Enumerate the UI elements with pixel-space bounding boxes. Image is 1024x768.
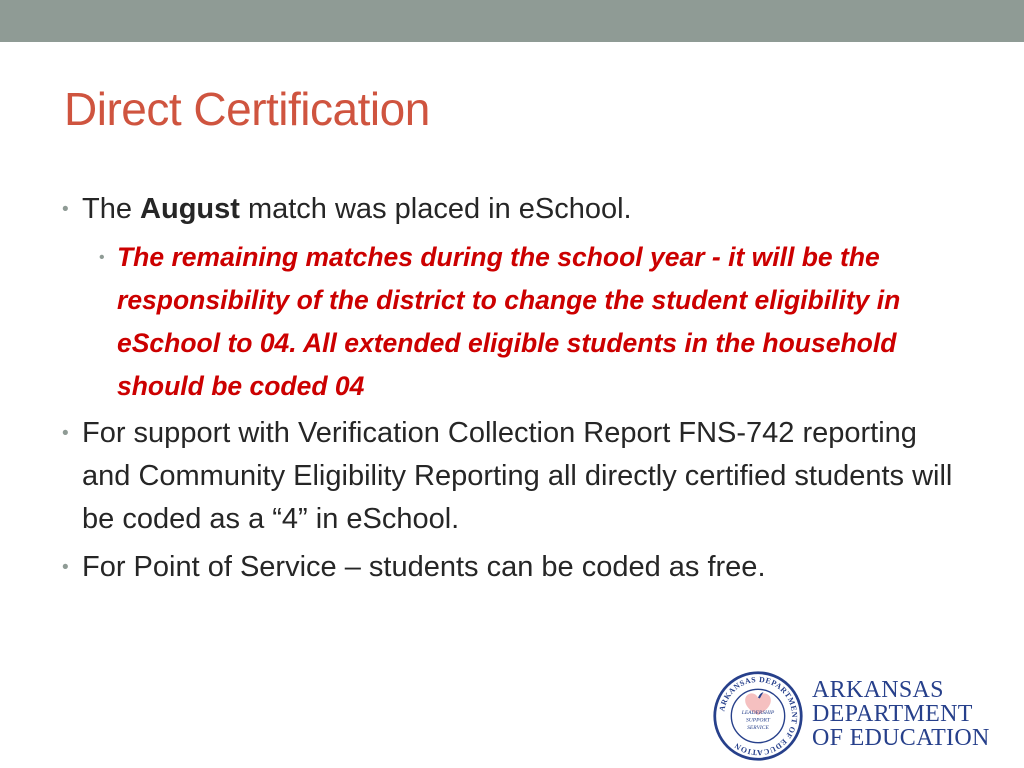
svg-text:ARKANSAS DEPARTMENT OF EDUCATI: ARKANSAS DEPARTMENT OF EDUCATION <box>717 674 800 758</box>
sub-bullet-marker: • <box>99 249 105 266</box>
svg-text:SUPPORT: SUPPORT <box>746 717 770 724</box>
slide-content <box>62 188 972 594</box>
bullet-text-lead: The <box>82 193 141 225</box>
wordmark-line-arkansas: ARKANSAS <box>812 677 944 703</box>
bullet-text: For support with Verification Collection Report FNS-742 reporting and Community Eligibility Reporting all directly certified students will be coded as a “4” in eSchool. <box>82 417 953 535</box>
wordmark-line-of-education: OF EDUCATION <box>812 725 990 751</box>
sub-bullet-item-remaining-matches <box>99 236 967 408</box>
top-accent-band <box>0 0 1024 42</box>
wordmark-line-department: DEPARTMENT <box>812 701 973 727</box>
logo-wordmark <box>812 678 990 750</box>
bullet-item-august <box>62 188 972 231</box>
bullet-item-verification-reporting <box>62 412 972 541</box>
svg-text:LEADERSHIP: LEADERSHIP <box>741 710 775 717</box>
bullet-marker: • <box>62 199 69 220</box>
bullet-text: For Point of Service – students can be coded as free. <box>82 551 766 583</box>
bullet-text-tail: match was placed in eSchool. <box>239 193 632 225</box>
slide-title: Direct Certification <box>64 83 430 135</box>
department-seal-icon <box>712 670 804 762</box>
bullet-marker: • <box>62 557 69 578</box>
bullet-text-bold-august: August <box>140 193 240 225</box>
bullet-item-point-of-service <box>62 546 972 589</box>
sub-bullet-text: The remaining matches during the school year - it will be the responsibility of the district to change the student eligibility in eSchool to 04. All extended eligible students in the household should be coded 04 <box>117 242 901 401</box>
svg-text:SERVICE: SERVICE <box>747 724 769 731</box>
bullet-marker: • <box>62 423 69 444</box>
arkansas-department-of-education-logo <box>712 670 998 760</box>
